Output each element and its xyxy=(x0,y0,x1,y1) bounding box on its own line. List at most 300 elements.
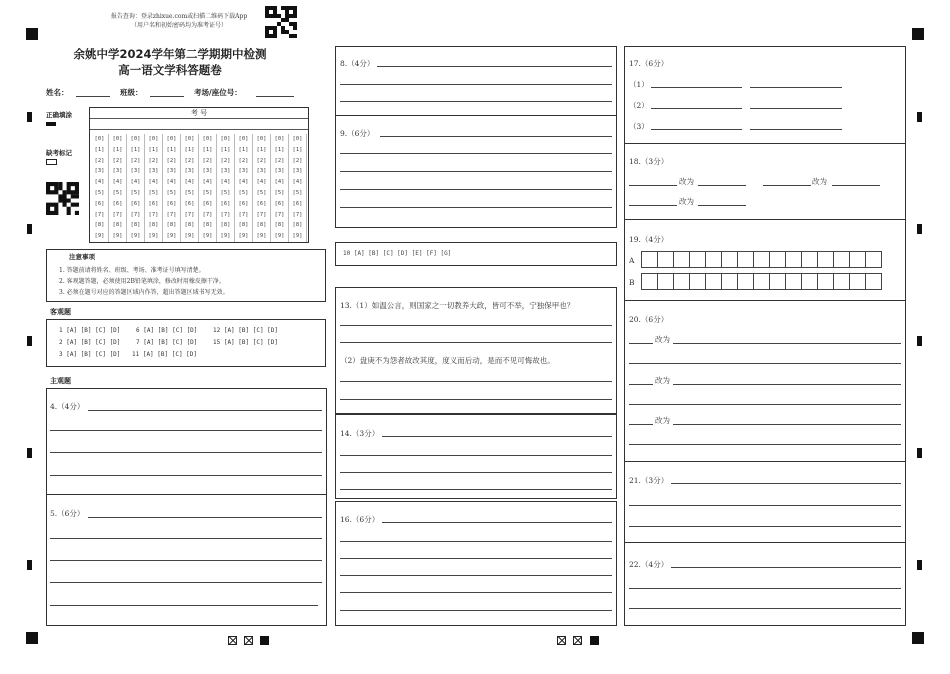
exam-id-digit-bubble[interactable]: [8] xyxy=(184,222,195,229)
exam-id-digit-bubble[interactable]: [6] xyxy=(130,200,141,207)
page-code-crossed-box xyxy=(573,636,582,645)
exam-id-digit-bubble[interactable]: [3] xyxy=(94,168,105,175)
q14-answer-line[interactable] xyxy=(340,489,612,490)
exam-id-digit-bubble[interactable]: [3] xyxy=(166,168,177,175)
q20-answer-line[interactable] xyxy=(673,384,901,385)
q17-answer-line[interactable] xyxy=(651,87,742,88)
exam-id-digit-bubble[interactable]: [6] xyxy=(166,200,177,207)
exam-id-digit-bubble[interactable]: [0] xyxy=(256,136,267,142)
exam-id-digit-bubble[interactable]: [5] xyxy=(112,189,123,196)
page-code-crossed-box xyxy=(244,636,253,645)
exam-id-digit-bubble[interactable]: [1] xyxy=(112,146,123,153)
q19-grid-cell[interactable] xyxy=(801,251,818,268)
exam-id-digit-bubble[interactable]: [0] xyxy=(202,136,213,142)
exam-id-digit-bubble[interactable]: [3] xyxy=(112,168,123,175)
notes-item: 3. 必须在题号对应的答题区域内作答，超出答题区域书写无效。 xyxy=(59,289,229,296)
page-title xyxy=(46,46,294,78)
timing-mark xyxy=(917,448,922,458)
q21-answer-line[interactable] xyxy=(629,526,901,527)
q18-label: 18.（3分） xyxy=(629,157,669,166)
q18-answer-line[interactable] xyxy=(698,205,746,206)
exam-id-digit-bubble[interactable]: [3] xyxy=(256,168,267,175)
exam-id-digit-bubble[interactable]: [4] xyxy=(292,179,303,186)
exam-id-digit-bubble[interactable]: [3] xyxy=(184,168,195,175)
exam-id-digit-bubble[interactable]: [0] xyxy=(184,136,195,142)
exam-id-digit-bubble[interactable]: [7] xyxy=(256,211,267,218)
exam-id-digit-bubble[interactable]: [4] xyxy=(274,179,285,186)
exam-id-digit-bubble[interactable]: [8] xyxy=(166,222,177,229)
exam-id-digit-bubble[interactable]: [8] xyxy=(292,222,303,229)
objective-section-title: 客观题 xyxy=(50,308,71,316)
q16-answer-line[interactable] xyxy=(340,610,612,611)
exam-id-digit-bubble[interactable]: [0] xyxy=(166,136,177,142)
q14-answer-line[interactable] xyxy=(340,472,612,473)
objective-item[interactable]: 3 [A] [B] [C] [D] xyxy=(59,351,121,358)
q22-answer-line[interactable] xyxy=(629,588,901,589)
q17-answer-line[interactable] xyxy=(750,108,842,109)
report-notice-line1: 报告查询：登录zhixue.com或扫描二维码下载App xyxy=(110,13,248,20)
exam-id-digit-bubble[interactable]: [1] xyxy=(166,146,177,153)
q19-label: 19.（4分） xyxy=(629,235,669,244)
q17-answer-line[interactable] xyxy=(750,129,842,130)
q19-grid-cell[interactable] xyxy=(657,251,674,268)
q19-grid-cell[interactable] xyxy=(865,251,882,268)
exam-id-digit-bubble[interactable]: [6] xyxy=(238,200,249,207)
exam-id-digit-bubble[interactable]: [0] xyxy=(292,136,303,142)
exam-id-label: 考 号 xyxy=(90,108,308,119)
q13-part1: 13.（1）如温公言，则国家之一切教养大政，皆可不举，宁独保甲也？ xyxy=(340,301,575,310)
divider xyxy=(46,494,327,495)
exam-id-digit-bubble[interactable]: [8] xyxy=(202,222,213,229)
divider xyxy=(624,542,906,543)
exam-id-digit-column[interactable] xyxy=(163,134,181,242)
q20-label: 20.（6分） xyxy=(629,315,669,324)
exam-id-digit-bubble[interactable]: [5] xyxy=(130,189,141,196)
q19-grid-cell[interactable] xyxy=(673,251,690,268)
q19-grid-cell[interactable] xyxy=(721,251,738,268)
q22-answer-line[interactable] xyxy=(671,567,901,568)
exam-id-digit-bubble[interactable]: [9] xyxy=(166,233,177,240)
exam-id-digit-bubble[interactable]: [2] xyxy=(184,157,195,164)
q16-answer-line[interactable] xyxy=(340,541,612,542)
objective-item[interactable]: 15 [A] [B] [C] [D] xyxy=(213,339,279,346)
exam-id-digit-bubble[interactable]: [2] xyxy=(238,157,249,164)
objective-item[interactable]: 12 [A] [B] [C] [D] xyxy=(213,327,279,334)
corner-mark-top-right xyxy=(912,28,924,40)
exam-id-digit-bubble[interactable]: [2] xyxy=(130,157,141,164)
timing-mark xyxy=(27,448,32,458)
q20-answer-line[interactable] xyxy=(673,424,901,425)
exam-id-digit-bubble[interactable]: [7] xyxy=(148,211,159,218)
q18-answer-line[interactable] xyxy=(629,205,677,206)
q5-answer-line[interactable] xyxy=(50,538,322,539)
exam-id-digit-bubble[interactable]: [6] xyxy=(184,200,195,207)
exam-id-digit-bubble[interactable]: [9] xyxy=(292,233,303,240)
q4-answer-line[interactable] xyxy=(50,475,322,476)
exam-id-digit-bubble[interactable]: [4] xyxy=(130,179,141,186)
q19-grid-cell[interactable] xyxy=(865,273,882,290)
exam-id-digit-bubble[interactable]: [9] xyxy=(238,233,249,240)
q4-answer-line[interactable] xyxy=(88,410,322,411)
q8-label: 8.（4分） xyxy=(340,59,375,68)
exam-id-digit-bubble[interactable]: [6] xyxy=(256,200,267,207)
q10-choice-box xyxy=(335,242,617,266)
exam-id-digit-bubble[interactable]: [2] xyxy=(274,157,285,164)
q19-row-b-label: B xyxy=(629,278,635,287)
notes-title: 注意事项 xyxy=(69,253,95,261)
exam-id-digit-bubble[interactable]: [5] xyxy=(184,189,195,196)
exam-id-digit-bubble[interactable]: [4] xyxy=(166,179,177,186)
exam-id-digit-bubble[interactable]: [1] xyxy=(220,146,231,153)
q20-change-to: 改为 xyxy=(655,335,670,344)
q16-answer-line[interactable] xyxy=(340,575,612,576)
q19-grid-cell[interactable] xyxy=(721,273,738,290)
exam-id-digit-bubble[interactable]: [1] xyxy=(94,146,105,153)
exam-id-digit-bubble[interactable]: [9] xyxy=(184,233,195,240)
objective-item[interactable]: 7 [A] [B] [C] [D] xyxy=(136,339,198,346)
q17-answer-line[interactable] xyxy=(651,129,742,130)
exam-id-digit-bubble[interactable]: [7] xyxy=(130,211,141,218)
q20-answer-line[interactable] xyxy=(629,424,653,425)
q5-label: 5.（6分） xyxy=(50,509,85,518)
report-notice xyxy=(94,12,264,30)
exam-id-digit-bubble[interactable]: [6] xyxy=(94,200,105,207)
exam-id-digit-bubble[interactable]: [0] xyxy=(148,136,159,142)
exam-id-digit-bubble[interactable]: [7] xyxy=(166,211,177,218)
timing-mark xyxy=(917,224,922,234)
answer-box-q8-q9 xyxy=(335,46,617,228)
exam-id-digit-bubble[interactable]: [5] xyxy=(220,189,231,196)
q9-label: 9.（6分） xyxy=(340,129,375,138)
q20-answer-line[interactable] xyxy=(629,363,901,364)
exam-id-digit-bubble[interactable]: [6] xyxy=(112,200,123,207)
correct-fill-label: 正确填涂 xyxy=(46,111,72,119)
page-code-filled-box xyxy=(260,636,269,645)
q16-label: 16.（6分） xyxy=(340,515,380,524)
q10-choices[interactable]: 10 [A] [B] [C] [D] [E] [F] [G] xyxy=(343,250,452,257)
exam-id-digit-bubble[interactable]: [8] xyxy=(94,222,105,229)
q19-row-a-label: A xyxy=(629,256,635,265)
q19-grid-cell[interactable] xyxy=(689,273,706,290)
divider xyxy=(624,300,906,301)
exam-id-digit-bubble[interactable]: [7] xyxy=(274,211,285,218)
exam-id-digit-bubble[interactable]: [7] xyxy=(202,211,213,218)
corner-mark-bottom-left xyxy=(26,632,38,644)
q18-answer-line[interactable] xyxy=(629,185,677,186)
exam-id-digit-bubble[interactable]: [8] xyxy=(112,222,123,229)
page-code-crossed-box xyxy=(557,636,566,645)
exam-id-digit-bubble[interactable]: [0] xyxy=(220,136,231,142)
exam-id-digit-bubble[interactable]: [7] xyxy=(184,211,195,218)
q19-grid-cell[interactable] xyxy=(801,273,818,290)
q18-change-to: 改为 xyxy=(679,197,694,206)
q8-answer-line[interactable] xyxy=(377,66,612,67)
exam-id-digit-column[interactable] xyxy=(91,134,109,242)
q16-answer-line[interactable] xyxy=(340,558,612,559)
q17-label: 17.（6分） xyxy=(629,59,669,68)
exam-id-digit-bubble[interactable]: [4] xyxy=(184,179,195,186)
q17-answer-line[interactable] xyxy=(651,108,742,109)
exam-id-digit-bubble[interactable]: [2] xyxy=(292,157,303,164)
exam-id-digit-bubble[interactable]: [1] xyxy=(256,146,267,153)
exam-id-digit-bubble[interactable]: [3] xyxy=(202,168,213,175)
q9-answer-line[interactable] xyxy=(340,207,612,208)
q18-answer-line[interactable] xyxy=(763,185,811,186)
q19-grid-cell[interactable] xyxy=(785,251,802,268)
q19-grid-cell[interactable] xyxy=(753,273,770,290)
exam-id-digit-bubble[interactable]: [0] xyxy=(112,136,123,142)
objective-answer-box xyxy=(46,319,326,367)
q19-grid-cell[interactable] xyxy=(705,273,722,290)
exam-id-digit-bubble[interactable]: [0] xyxy=(274,136,285,142)
exam-id-digit-bubble[interactable]: [2] xyxy=(94,157,105,164)
corner-mark-bottom-right xyxy=(912,632,924,644)
exam-id-digit-bubble[interactable]: [4] xyxy=(148,179,159,186)
q22-answer-line[interactable] xyxy=(629,608,901,609)
exam-id-digit-bubble[interactable]: [2] xyxy=(220,157,231,164)
exam-id-digit-bubble[interactable]: [0] xyxy=(130,136,141,142)
exam-id-digit-bubble[interactable]: [6] xyxy=(148,200,159,207)
q19-grid-cell[interactable] xyxy=(705,251,722,268)
exam-id-digit-bubble[interactable]: [6] xyxy=(292,200,303,207)
title-line2: 高一语文学科答题卷 xyxy=(118,63,222,77)
exam-id-digit-bubble[interactable]: [5] xyxy=(238,189,249,196)
q19-grid-cell[interactable] xyxy=(641,273,658,290)
exam-id-digit-bubble[interactable]: [3] xyxy=(148,168,159,175)
q17-item-2: （2） xyxy=(629,101,649,110)
exam-id-digit-column[interactable] xyxy=(235,134,253,242)
objective-item[interactable]: 11 [A] [B] [C] [D] xyxy=(132,351,198,358)
student-info-row xyxy=(46,87,69,98)
q21-answer-line[interactable] xyxy=(629,505,901,506)
timing-mark xyxy=(27,112,32,122)
exam-id-digit-column[interactable] xyxy=(199,134,217,242)
q19-grid-cell[interactable] xyxy=(641,251,658,268)
divider xyxy=(624,143,906,144)
q5-answer-line[interactable] xyxy=(50,582,322,583)
exam-id-digit-bubble[interactable]: [8] xyxy=(148,222,159,229)
q19-grid-cell[interactable] xyxy=(673,273,690,290)
exam-id-digit-column[interactable] xyxy=(253,134,271,242)
room-seat-field[interactable] xyxy=(256,96,294,97)
exam-id-digit-bubble[interactable]: [8] xyxy=(238,222,249,229)
q5-answer-line[interactable] xyxy=(50,560,322,561)
timing-mark xyxy=(27,224,32,234)
exam-id-digit-column[interactable] xyxy=(217,134,235,242)
q18-change-to: 改为 xyxy=(679,177,694,186)
q17-answer-line[interactable] xyxy=(750,87,842,88)
exam-id-digit-column[interactable] xyxy=(109,134,127,242)
q20-answer-line[interactable] xyxy=(629,444,901,445)
qr-code-icon xyxy=(265,6,297,38)
exam-id-digit-bubble[interactable]: [7] xyxy=(220,211,231,218)
q9-answer-line[interactable] xyxy=(380,136,612,137)
q19-grid-cell[interactable] xyxy=(833,273,850,290)
timing-mark xyxy=(917,336,922,346)
exam-id-digit-column[interactable] xyxy=(289,134,307,242)
timing-mark xyxy=(27,560,32,570)
divider xyxy=(624,461,906,462)
q19-grid-cell[interactable] xyxy=(817,273,834,290)
exam-id-digit-bubble[interactable]: [1] xyxy=(130,146,141,153)
answer-box-q4-q5 xyxy=(46,388,327,626)
q18-change-to: 改为 xyxy=(812,177,827,186)
exam-id-digit-bubble[interactable]: [7] xyxy=(94,211,105,218)
exam-id-digit-bubble[interactable]: [6] xyxy=(202,200,213,207)
absent-mark-box[interactable] xyxy=(46,159,57,165)
exam-id-digit-bubble[interactable]: [4] xyxy=(202,179,213,186)
q17-item-3: （3） xyxy=(629,122,649,131)
q9-answer-line[interactable] xyxy=(340,171,612,172)
exam-id-digit-column[interactable] xyxy=(181,134,199,242)
exam-id-digit-bubble[interactable]: [5] xyxy=(274,189,285,196)
q19-grid-cell[interactable] xyxy=(737,273,754,290)
class-field[interactable] xyxy=(150,96,184,97)
exam-id-digit-bubble[interactable]: [1] xyxy=(202,146,213,153)
q14-label: 14.（3分） xyxy=(340,429,380,438)
exam-id-digit-bubble[interactable]: [3] xyxy=(238,168,249,175)
exam-id-digit-bubble[interactable]: [4] xyxy=(256,179,267,186)
q9-answer-line[interactable] xyxy=(340,153,612,154)
exam-id-digit-bubble[interactable]: [9] xyxy=(94,233,105,240)
exam-id-digit-bubble[interactable]: [3] xyxy=(292,168,303,175)
q19-grid-cell[interactable] xyxy=(833,251,850,268)
q13-answer-line[interactable] xyxy=(340,381,612,382)
exam-id-digit-bubble[interactable]: [4] xyxy=(238,179,249,186)
divider xyxy=(624,219,906,220)
exam-id-digit-bubble[interactable]: [2] xyxy=(112,157,123,164)
exam-id-digit-bubble[interactable]: [2] xyxy=(202,157,213,164)
q19-grid-cell[interactable] xyxy=(769,273,786,290)
q8-answer-line[interactable] xyxy=(340,84,612,85)
q18-answer-line[interactable] xyxy=(698,185,746,186)
exam-id-digit-bubble[interactable]: [9] xyxy=(202,233,213,240)
q18-answer-line[interactable] xyxy=(832,185,880,186)
q19-grid-cell[interactable] xyxy=(737,251,754,268)
divider xyxy=(335,115,617,116)
q19-grid-cell[interactable] xyxy=(657,273,674,290)
exam-id-digit-bubble[interactable]: [1] xyxy=(184,146,195,153)
q17-item-1: （1） xyxy=(629,80,649,89)
objective-item[interactable]: 1 [A] [B] [C] [D] xyxy=(59,327,121,334)
q13-answer-line[interactable] xyxy=(340,399,612,400)
exam-id-digit-bubble[interactable]: [2] xyxy=(166,157,177,164)
page-code-crossed-box xyxy=(228,636,237,645)
q13-answer-line[interactable] xyxy=(340,342,612,343)
q19-grid-cell[interactable] xyxy=(817,251,834,268)
q16-answer-line[interactable] xyxy=(340,592,612,593)
exam-id-digit-bubble[interactable]: [0] xyxy=(94,136,105,142)
q21-answer-line[interactable] xyxy=(671,483,901,484)
exam-id-digit-bubble[interactable]: [5] xyxy=(202,189,213,196)
exam-id-digit-bubble[interactable]: [4] xyxy=(94,179,105,186)
exam-id-digit-bubble[interactable]: [9] xyxy=(148,233,159,240)
exam-id-digit-bubble[interactable]: [4] xyxy=(112,179,123,186)
exam-id-digit-bubble[interactable]: [4] xyxy=(220,179,231,186)
q22-label: 22.（4分） xyxy=(629,560,669,569)
exam-id-digit-bubble[interactable]: [1] xyxy=(148,146,159,153)
exam-id-digit-bubble[interactable]: [7] xyxy=(292,211,303,218)
exam-id-digit-bubble[interactable]: [3] xyxy=(274,168,285,175)
exam-id-digit-bubble[interactable]: [5] xyxy=(148,189,159,196)
q4-answer-line[interactable] xyxy=(50,430,322,431)
exam-id-digit-bubble[interactable]: [5] xyxy=(94,189,105,196)
exam-id-digit-column[interactable] xyxy=(145,134,163,242)
exam-id-digit-bubble[interactable]: [8] xyxy=(130,222,141,229)
q21-label: 21.（3分） xyxy=(629,476,669,485)
exam-id-digit-bubble[interactable]: [6] xyxy=(220,200,231,207)
exam-id-digit-bubble[interactable]: [3] xyxy=(220,168,231,175)
exam-id-digit-bubble[interactable]: [5] xyxy=(292,189,303,196)
objective-item[interactable]: 6 [A] [B] [C] [D] xyxy=(136,327,198,334)
q13-answer-line[interactable] xyxy=(340,325,612,326)
q19-grid-cell[interactable] xyxy=(849,273,866,290)
q5-answer-line[interactable] xyxy=(88,517,322,518)
exam-id-digit-bubble[interactable]: [1] xyxy=(238,146,249,153)
q20-answer-line[interactable] xyxy=(629,343,653,344)
objective-item[interactable]: 2 [A] [B] [C] [D] xyxy=(59,339,121,346)
exam-id-digit-bubble[interactable]: [9] xyxy=(274,233,285,240)
exam-id-digit-bubble[interactable]: [8] xyxy=(274,222,285,229)
q20-answer-line[interactable] xyxy=(629,384,653,385)
q5-answer-line[interactable] xyxy=(50,605,318,606)
timing-mark xyxy=(27,336,32,346)
report-notice-line2: （用户名和初始密码均为准考证号） xyxy=(130,22,227,29)
correct-fill-sample xyxy=(46,122,56,126)
exam-id-digit-bubble[interactable]: [7] xyxy=(238,211,249,218)
q19-grid-cell[interactable] xyxy=(785,273,802,290)
exam-id-digit-bubble[interactable]: [6] xyxy=(274,200,285,207)
exam-id-digit-column[interactable] xyxy=(271,134,289,242)
answer-box-q14 xyxy=(335,414,617,499)
name-field[interactable] xyxy=(76,96,110,97)
exam-id-digit-bubble[interactable]: [5] xyxy=(166,189,177,196)
q4-answer-line[interactable] xyxy=(50,452,322,453)
exam-id-digit-bubble[interactable]: [1] xyxy=(274,146,285,153)
timing-mark xyxy=(917,112,922,122)
exam-id-digit-bubble[interactable]: [0] xyxy=(238,136,249,142)
exam-id-digit-bubble[interactable]: [9] xyxy=(256,233,267,240)
q19-grid-cell[interactable] xyxy=(689,251,706,268)
exam-id-digit-bubble[interactable]: [8] xyxy=(220,222,231,229)
q20-change-to: 改为 xyxy=(655,376,670,385)
exam-id-digit-bubble[interactable]: [1] xyxy=(292,146,303,153)
exam-id-digit-bubble[interactable]: [5] xyxy=(256,189,267,196)
q8-answer-line[interactable] xyxy=(340,101,612,102)
q19-grid-cell[interactable] xyxy=(753,251,770,268)
exam-id-digit-bubble[interactable]: [9] xyxy=(130,233,141,240)
notes-item: 1. 答题前请将姓名、班级、考场、准考证号填写清楚。 xyxy=(59,267,205,274)
exam-id-digit-bubble[interactable]: [2] xyxy=(148,157,159,164)
exam-id-digit-bubble[interactable]: [2] xyxy=(256,157,267,164)
corner-mark-top-left xyxy=(26,28,38,40)
exam-id-digit-bubble[interactable]: [9] xyxy=(112,233,123,240)
exam-id-digit-column[interactable] xyxy=(127,134,145,242)
q14-answer-line[interactable] xyxy=(382,436,612,437)
exam-id-digit-bubble[interactable]: [9] xyxy=(220,233,231,240)
q20-answer-line[interactable] xyxy=(629,404,901,405)
q9-answer-line[interactable] xyxy=(340,189,612,190)
q16-answer-line[interactable] xyxy=(382,522,612,523)
exam-id-digit-bubble[interactable]: [8] xyxy=(256,222,267,229)
q14-answer-line[interactable] xyxy=(340,455,612,456)
exam-id-digit-bubble[interactable]: [3] xyxy=(130,168,141,175)
q19-grid-cell[interactable] xyxy=(849,251,866,268)
q19-grid-cell[interactable] xyxy=(769,251,786,268)
exam-id-digit-bubble[interactable]: [7] xyxy=(112,211,123,218)
q20-answer-line[interactable] xyxy=(673,343,901,344)
q20-change-to: 改为 xyxy=(655,416,670,425)
